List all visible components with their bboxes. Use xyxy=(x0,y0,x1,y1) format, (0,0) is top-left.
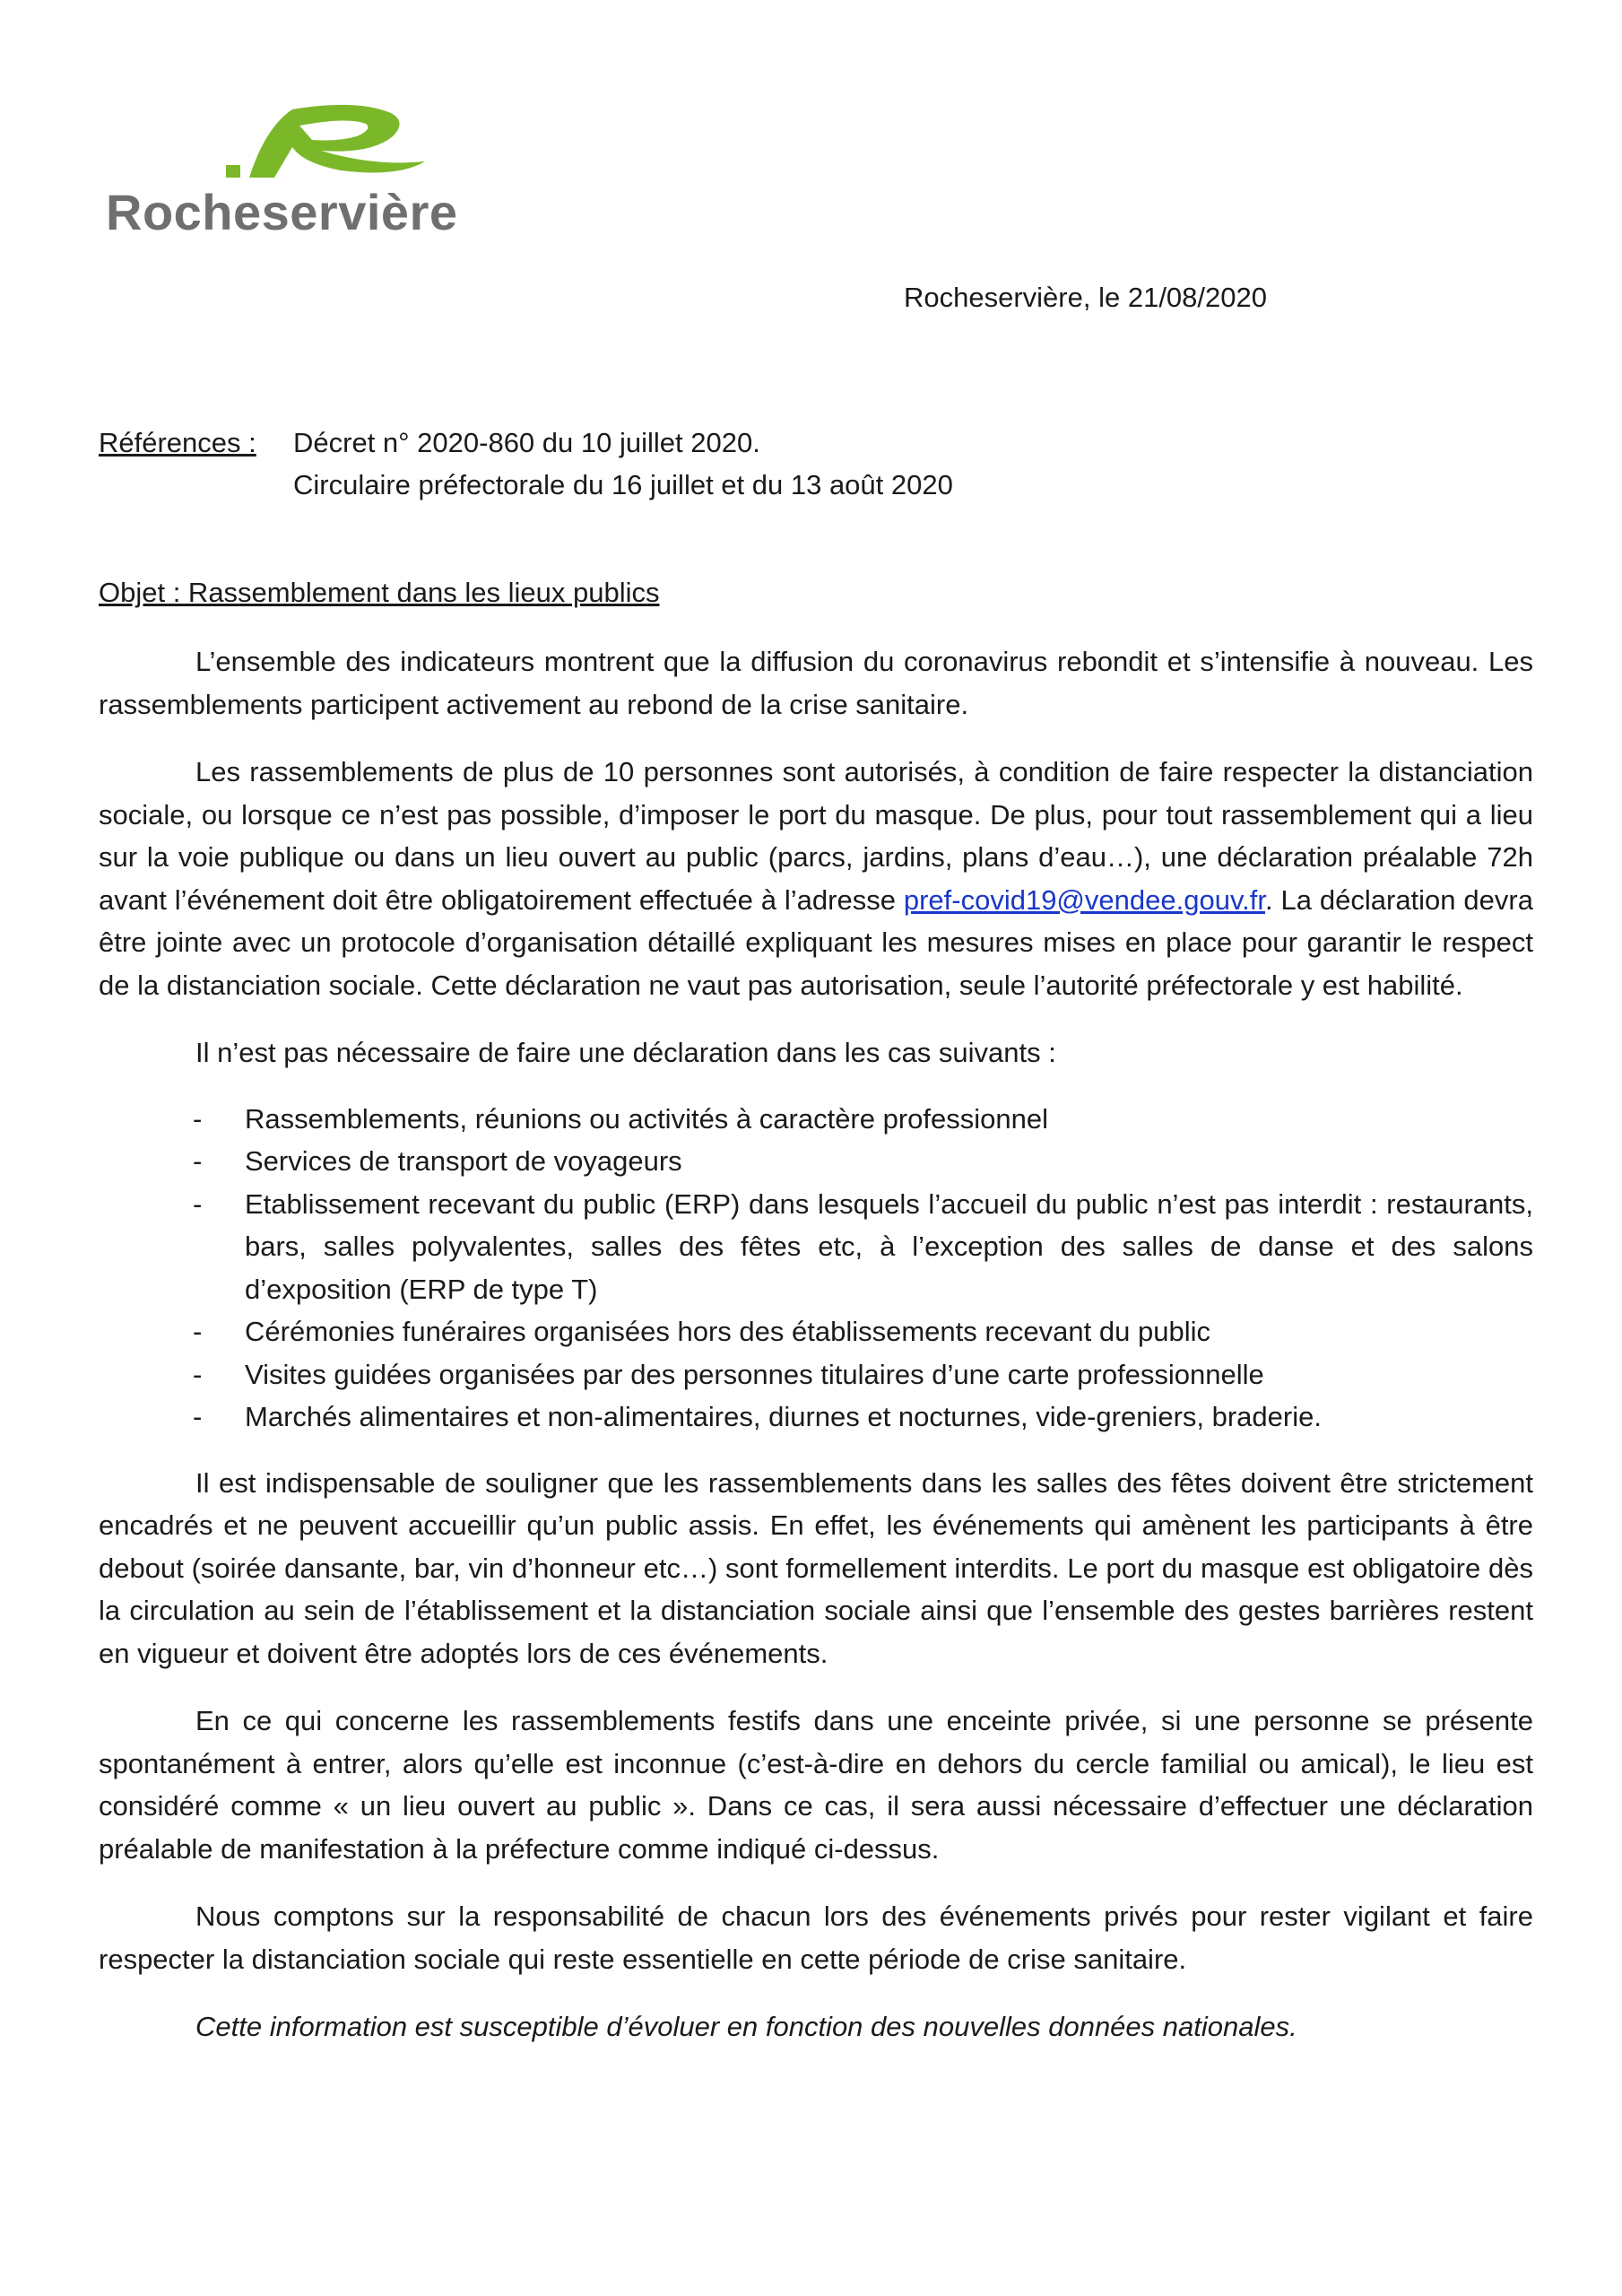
list-item-text: Marchés alimentaires et non-alimentaires, diurnes et nocturnes, vide-greniers, braderie. xyxy=(245,1401,1322,1432)
reference-line: Décret n° 2020-860 du 10 juillet 2020. xyxy=(293,427,760,458)
paragraph-declaration xyxy=(99,751,1533,1006)
list-dash: - xyxy=(193,1401,203,1432)
list-item-text: Etablissement recevant du public (ERP) dans lesquels l’accueil du public n’est pas interdit : restaurants, bars, salles polyvalentes, salles des fêtes etc, à l’exception des salles de danse et des salons d’exposition (ERP de type T) xyxy=(245,1187,1533,1305)
letter-body xyxy=(99,640,1533,2074)
date-line: Rocheservière, le 21/08/2020 xyxy=(904,282,1267,313)
paragraph-responsabilite: Nous comptons sur la responsabilité de chacun lors des événements privés pour rester vigilant et faire respecter la distanciation sociale qui reste essentielle en cette période de crise sanitaire. xyxy=(99,1900,1533,1975)
prefecture-email-link[interactable]: pref-covid19@vendee.gouv.fr xyxy=(903,883,1265,916)
paragraph-salles-des-fetes: Il est indispensable de souligner que les rassemblements dans les salles des fêtes doivent être strictement encadrés et ne peuvent accueillir qu’un public assis. En effet, les événements qui amènent les participants à être debout (soirée dansante, bar, vin d’honneur etc…) sont formellement interdits. Le port du masque est obligatoire dès la circulation au sein de l’établissement et la distanciation sociale ainsi que l’ensemble des gestes barrières restent en vigueur et doivent être adoptés lors de ces événements. xyxy=(99,1466,1533,1669)
list-item xyxy=(99,1140,1533,1183)
list-dash: - xyxy=(193,1102,203,1135)
reference-line: Circulaire préfectorale du 16 juillet et du 13 août 2020 xyxy=(293,469,953,500)
list-item-text: Services de transport de voyageurs xyxy=(245,1145,682,1177)
list-item-text: Cérémonies funéraires organisées hors des établissements recevant du public xyxy=(245,1316,1210,1347)
paragraph-disclaimer: Cette information est susceptible d’évoluer en fonction des nouvelles données nationales. xyxy=(195,2011,1297,2042)
paragraph-enceinte-privee: En ce qui concerne les rassemblements festifs dans une enceinte privée, si une personne se présente spontanément à entrer, alors qu’elle est inconnue (c’est-à-dire en dehors du cercle familial ou amical), le lieu est considéré comme « un lieu ouvert au public ». Dans ce cas, il sera aussi nécessaire d’effectuer une déclaration préalable de manifestation à la préfecture comme indiqué ci-dessus. xyxy=(99,1705,1533,1865)
paragraph-exemptions-intro: Il n’est pas nécessaire de faire une déclaration dans les cas suivants : xyxy=(195,1037,1056,1068)
list-item xyxy=(99,1183,1533,1311)
subject-line: Objet : Rassemblement dans les lieux publics xyxy=(99,577,660,608)
rocheserviere-logo xyxy=(106,100,500,240)
list-item xyxy=(99,1310,1533,1353)
list-dash: - xyxy=(193,1145,203,1177)
exemptions-list xyxy=(99,1098,1533,1439)
list-item-text: Visites guidées organisées par des personnes titulaires d’une carte professionnelle xyxy=(245,1358,1264,1390)
paragraph-intro: L’ensemble des indicateurs montrent que la diffusion du coronavirus rebondit et s’intensifie à nouveau. Les rassemblements participent activement au rebond de la crise sanitaire. xyxy=(99,646,1533,720)
logo-r-mark-icon xyxy=(222,100,491,187)
list-item xyxy=(99,1098,1533,1141)
list-dash: - xyxy=(193,1316,203,1347)
logo-wordmark: Rocheservière xyxy=(106,184,458,240)
references-label: Références : xyxy=(99,427,256,458)
references-lines xyxy=(293,422,953,506)
list-dash: - xyxy=(193,1358,203,1390)
paragraph-declaration-text: Les rassemblements de plus de 10 personnes sont autorisés, à condition de faire respecter la distanciation sociale, ou lorsque ce n’est pas possible, d’imposer le port du masque. De plus, pour tout rassemblement qui a lieu sur la voie publique ou dans un lieu ouvert au public (parcs, jardins, plans d’eau…), une déclaration préalable 72h avant l’événement doit être obligatoirement effectuée à l’adresse xyxy=(99,756,1533,916)
list-item-text: Rassemblements, réunions ou activités à caractère professionnel xyxy=(245,1102,1049,1135)
list-item xyxy=(99,1396,1533,1439)
list-item xyxy=(99,1353,1533,1396)
paragraph-declaration-text-end: . La déclaration devra être jointe avec un protocole d’organisation détaillé expliquant les mesures mises en place pour garantir le respect de la distanciation sociale. Cette déclaration ne vaut pas autorisation, seule l’autorité préfectorale y est habilité. xyxy=(99,883,1533,1001)
list-dash: - xyxy=(193,1187,203,1220)
